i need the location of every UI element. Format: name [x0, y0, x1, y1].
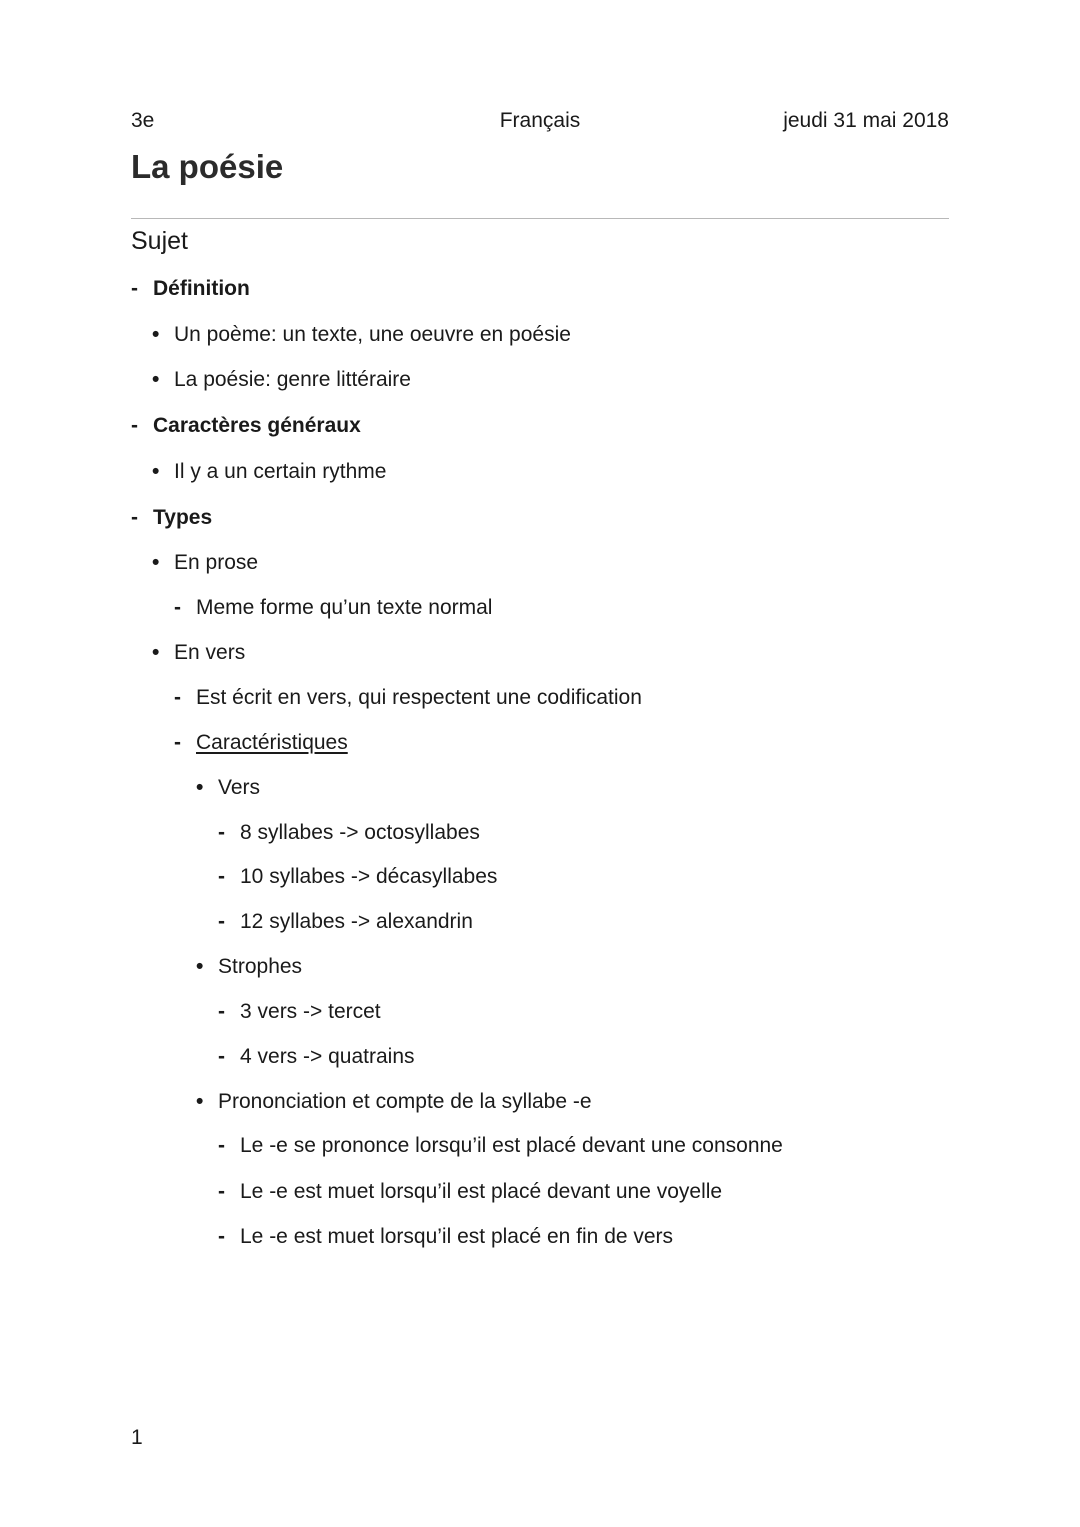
bullet-marker: • [152, 551, 160, 574]
bullet-marker: • [152, 460, 160, 483]
bullet-marker: • [152, 368, 160, 391]
list-item-label: 12 syllabes -> alexandrin [240, 910, 473, 933]
list-item-label: Le -e se prononce lorsqu’il est placé devant une consonne [240, 1134, 783, 1157]
list-item-label: 10 syllabes -> décasyllabes [240, 865, 498, 888]
bullet-marker: • [196, 955, 204, 978]
list-item-label: Le -e est muet lorsqu’il est placé devant une voyelle [240, 1180, 723, 1203]
list-item-label: En vers [174, 641, 246, 664]
bullet-marker: • [196, 1090, 204, 1113]
page-title: La poésie [131, 148, 284, 185]
list-item-label: 3 vers -> tercet [240, 1000, 381, 1023]
section-heading: Sujet [131, 227, 188, 255]
list-item-label: Caractéristiques [196, 731, 348, 754]
dash-marker: - [218, 865, 225, 888]
dash-marker: - [218, 1134, 225, 1157]
list-item-label: Types [153, 506, 213, 529]
list-item-label: 8 syllabes -> octosyllabes [240, 821, 480, 844]
list-item-label: Le -e est muet lorsqu’il est placé en fin de vers [240, 1225, 674, 1248]
dash-marker: - [218, 910, 225, 933]
dash-marker: - [131, 506, 138, 529]
header-subject: Français [499, 109, 581, 132]
bullet-marker: • [152, 641, 160, 664]
dash-marker: - [218, 821, 225, 844]
list-item-label: En prose [174, 551, 259, 574]
list-item-label: Un poème: un texte, une oeuvre en poésie [174, 323, 571, 346]
header-class: 3e [131, 109, 155, 132]
dash-marker: - [174, 596, 181, 619]
dash-marker: - [218, 1045, 225, 1068]
dash-marker: - [218, 1225, 225, 1248]
list-item-label: La poésie: genre littéraire [174, 368, 411, 391]
dash-marker: - [131, 414, 138, 437]
list-item-label: Il y a un certain rythme [174, 460, 387, 483]
list-item-label: Est écrit en vers, qui respectent une codification [196, 686, 642, 709]
list-item-label: Strophes [218, 955, 303, 978]
dash-marker: - [218, 1000, 225, 1023]
dash-marker: - [218, 1180, 225, 1203]
dash-marker: - [174, 731, 181, 754]
list-item-label: Caractères généraux [153, 414, 361, 437]
list-item-label: 4 vers -> quatrains [240, 1045, 415, 1068]
header-date: jeudi 31 mai 2018 [783, 109, 949, 132]
list-item-label: Vers [218, 776, 261, 799]
list-item-label: Définition [153, 277, 250, 300]
list-item-label: Meme forme qu’un texte normal [196, 596, 493, 619]
bullet-marker: • [196, 776, 204, 799]
list-item-label: Prononciation et compte de la syllabe -e [218, 1090, 592, 1113]
bullet-marker: • [152, 323, 160, 346]
dash-marker: - [131, 277, 138, 300]
page-number: 1 [131, 1426, 143, 1449]
dash-marker: - [174, 686, 181, 709]
title-divider [131, 218, 949, 219]
